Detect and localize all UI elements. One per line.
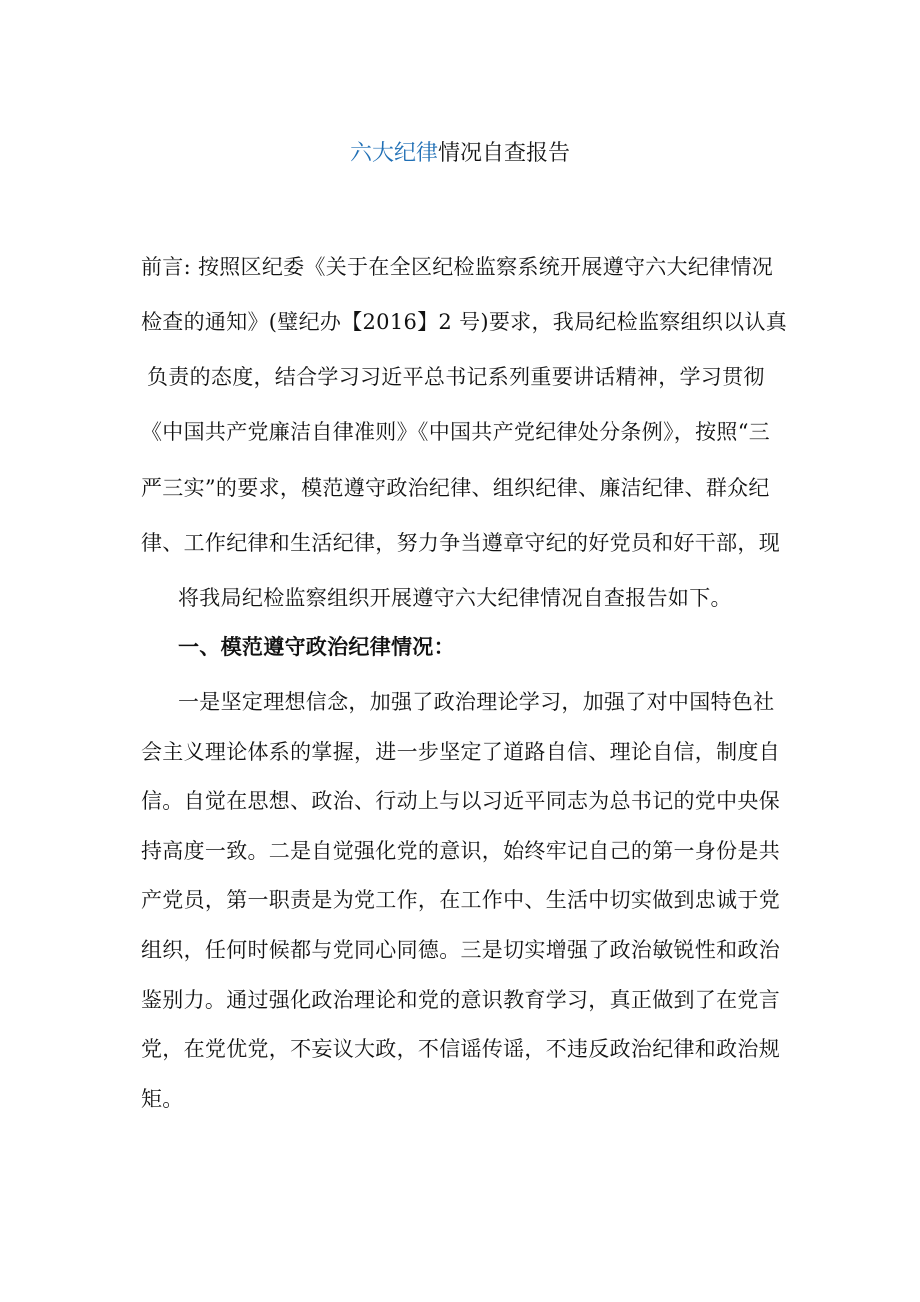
body-line: 产党员，第一职责是为党工作，在工作中、生活中切实做到忠诚于党 bbox=[141, 888, 780, 912]
preface-line: 将我局纪检监察组织开展遵守六大纪律情况自查报告如下。 bbox=[178, 586, 732, 610]
body-line: 一是坚定理想信念，加强了政治理论学习，加强了对中国特色社 bbox=[178, 690, 775, 714]
document-title bbox=[0, 138, 920, 170]
preface-line: 严三实”的要求，模范遵守政治纪律、组织纪律、廉洁纪律、群众纪 bbox=[141, 476, 770, 500]
body-line: 党，在党优党，不妄议大政，不信谣传谣，不违反政治纪律和政治规 bbox=[141, 1037, 780, 1061]
preface-line: 检查的通知》(璧纪办【2016】2 号)要求，我局纪检监察组织以认真 bbox=[141, 310, 788, 334]
title-highlight[interactable]: 六大纪律 bbox=[349, 141, 438, 166]
body-line: 矩。 bbox=[141, 1087, 184, 1111]
preface-line: 律、工作纪律和生活纪律，努力争当遵章守纪的好党员和好干部，现 bbox=[141, 531, 780, 555]
section-heading: 一、模范遵守政治纪律情况： bbox=[178, 634, 455, 659]
body-line: 组织，任何时候都与党同心同德。三是切实增强了政治敏锐性和政治 bbox=[141, 938, 780, 962]
preface-line: 前言: 按照区纪委《关于在全区纪检监察系统开展遵守六大纪律情况 bbox=[141, 255, 774, 279]
preface-line: 负责的态度，结合学习习近平总书记系列重要讲话精神，学习贯彻 bbox=[147, 365, 765, 389]
body-line: 信。自觉在思想、政治、行动上与以习近平同志为总书记的党中央保 bbox=[141, 789, 780, 813]
body-line: 会主义理论体系的掌握，进一步坚定了道路自信、理论自信，制度自 bbox=[141, 740, 780, 764]
preface-line: 《中国共产党廉洁自律准则》《中国共产党纪律处分条例》，按照“三 bbox=[141, 420, 771, 444]
body-line: 鉴别力。通过强化政治理论和党的意识教育学习，真正做到了在党言 bbox=[141, 988, 780, 1012]
title-rest: 情况自查报告 bbox=[438, 141, 571, 166]
body-line: 持高度一致。二是自觉强化党的意识，始终牢记自己的第一身份是共 bbox=[141, 839, 780, 863]
